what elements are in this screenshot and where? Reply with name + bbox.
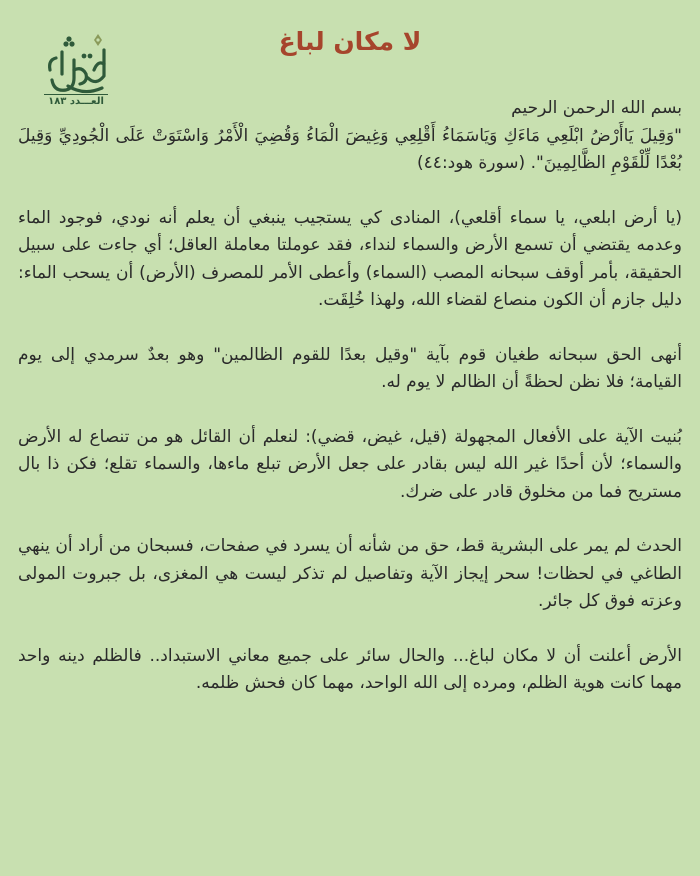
paragraph-5: الأرض أعلنت أن لا مكان لباغ... والحال سائر على جميع معاني الاستبداد.. فالظلم دينه واحد مهما كانت هوية الظلم، ومرده إلى الله الواحد، مهما كان فحش ظلمه. <box>18 645 682 693</box>
basmala: بسم الله الرحمن الرحيم <box>511 98 682 118</box>
logo-icon <box>44 30 116 96</box>
paragraph-4: الحدث لم يمر على البشرية قط، حق من شأنه أن يسرد في صفحات، فسبحان من أراد أن ينهي الطاغي في لحظات! سحر إيجاز الآية وتفاصيل لم تذكر ليست هي المغزى، بل جبروت المولى وعزته فوق كل جائر. <box>18 536 682 611</box>
paragraph-3: بُنيت الآية على الأفعال المجهولة (قيل، غيض، قضي): لنعلم أن القائل هو من تنصاع له الأرض والسماء؛ لأن أحدًا غير الله ليس بقادر على جعل الأرض تبلع ماءها، والسماء تقلع؛ فكن ذا بال مستريح فما من مخلوق قادر على ضرك. <box>18 426 682 502</box>
article-body <box>18 95 682 725</box>
paragraph-1: (يا أرض ابلعي، يا سماء أقلعي)، المنادى كي يستجيب ينبغي أن يعلم أنه نودي، فوجود الماء وعدمه يقتضي أن تسمع الأرض والسماء لنداء، فقد عوملتا معاملة العاقل؛ أي جاءت على سبيل الحقيقة، بأمر أوقف سبحانه المصب (السماء) وأعطى الأمر للمصرف (الأرض) أن يسحب الماء: دليل جازم أن الكون منصاع لقضاء الله، ولهذا خُلِقَت. <box>18 207 682 310</box>
issue-number: العـــدد ١٨٣ <box>44 94 108 109</box>
paragraph-2: أنهى الحق سبحانه طغيان قوم بآية "وقيل بعدًا للقوم الظالمين" وهو بعدٌ سرمدي إلى يوم القيامة؛ فلا نظن لحظةً أن الظالم لا يوم له. <box>18 344 682 392</box>
page-title: لا مكان لباغ <box>278 27 422 56</box>
quran-verse: "وَقِيلَ يَاأَرْضُ ابْلَعِي مَاءَكِ وَيَاسَمَاءُ أَقْلِعِي وَغِيضَ الْمَاءُ وَقُضِيَ الْأَمْرُ وَاسْتَوَتْ عَلَى الْجُودِيِّ وَقِيلَ بُعْدًا لِّلْقَوْمِ الظَّالِمِينَ". (سورة هود:٤٤) <box>18 125 682 173</box>
intro-block <box>18 95 682 178</box>
